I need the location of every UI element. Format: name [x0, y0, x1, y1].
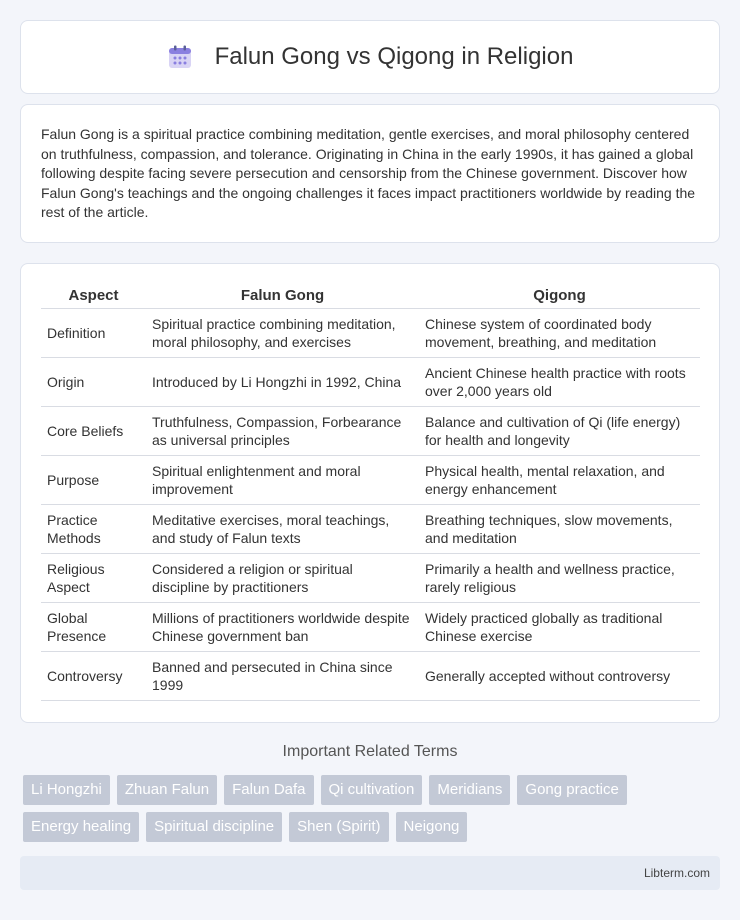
- falun-gong-cell: Considered a religion or spiritual discipline by practitioners: [146, 553, 419, 602]
- column-header-qigong: Qigong: [419, 284, 700, 308]
- term-tag[interactable]: Shen (Spirit): [289, 812, 388, 842]
- falun-gong-cell: Meditative exercises, moral teachings, and study of Falun texts: [146, 504, 419, 553]
- table-row: [41, 455, 700, 504]
- page-title: Falun Gong vs Qigong in Religion: [214, 43, 574, 70]
- qigong-cell: Widely practiced globally as traditional Chinese exercise: [419, 602, 700, 651]
- table-header-row: [41, 284, 700, 308]
- aspect-cell: Purpose: [41, 455, 146, 504]
- qigong-cell: Primarily a health and wellness practice, rarely religious: [419, 553, 700, 602]
- comparison-card: [20, 263, 720, 723]
- calendar-icon: [167, 44, 193, 70]
- aspect-cell: Practice Methods: [41, 504, 146, 553]
- qigong-cell: Breathing techniques, slow movements, and meditation: [419, 504, 700, 553]
- related-terms-title: Important Related Terms: [282, 743, 458, 760]
- term-tag[interactable]: Energy healing: [23, 812, 139, 842]
- column-header-aspect: Aspect: [41, 284, 146, 308]
- term-tag[interactable]: Li Hongzhi: [23, 775, 110, 805]
- intro-text: Falun Gong is a spiritual practice combining meditation, gentle exercises, and moral philosophy centered on truthfulness, compassion, and tolerance. Originating in China in the early 1990s, it has gained a global following despite facing severe persecution and censorship from the Chinese government. Discover how Falun Gong's teachings and the ongoing challenges it faces impact practitioners worldwide by reading the rest of the article.: [41, 126, 696, 221]
- aspect-cell: Religious Aspect: [41, 553, 146, 602]
- qigong-cell: Physical health, mental relaxation, and energy enhancement: [419, 455, 700, 504]
- table-row: [41, 357, 700, 406]
- aspect-cell: Origin: [41, 357, 146, 406]
- term-tag[interactable]: Zhuan Falun: [117, 775, 217, 805]
- footer: [20, 856, 720, 890]
- qigong-cell: Ancient Chinese health practice with roots over 2,000 years old: [419, 357, 700, 406]
- comparison-table: [41, 284, 700, 701]
- table-row: [41, 308, 700, 357]
- term-tag[interactable]: Meridians: [429, 775, 510, 805]
- header-card: [20, 20, 720, 94]
- term-tag[interactable]: Spiritual discipline: [146, 812, 282, 842]
- aspect-cell: Definition: [41, 308, 146, 357]
- table-row: [41, 406, 700, 455]
- related-terms-list: [23, 775, 723, 842]
- falun-gong-cell: Spiritual enlightenment and moral improvement: [146, 455, 419, 504]
- term-tag[interactable]: Neigong: [396, 812, 468, 842]
- term-tag[interactable]: Gong practice: [517, 775, 626, 805]
- footer-site-link[interactable]: Libterm.com: [643, 866, 710, 880]
- qigong-cell: Generally accepted without controversy: [419, 651, 700, 700]
- aspect-cell: Controversy: [41, 651, 146, 700]
- qigong-cell: Balance and cultivation of Qi (life energy) for health and longevity: [419, 406, 700, 455]
- aspect-cell: Core Beliefs: [41, 406, 146, 455]
- table-row: [41, 651, 700, 700]
- table-row: [41, 553, 700, 602]
- aspect-cell: Global Presence: [41, 602, 146, 651]
- qigong-cell: Chinese system of coordinated body movement, breathing, and meditation: [419, 308, 700, 357]
- falun-gong-cell: Truthfulness, Compassion, Forbearance as universal principles: [146, 406, 419, 455]
- term-tag[interactable]: Falun Dafa: [224, 775, 313, 805]
- falun-gong-cell: Spiritual practice combining meditation, moral philosophy, and exercises: [146, 308, 419, 357]
- term-tag[interactable]: Qi cultivation: [321, 775, 423, 805]
- falun-gong-cell: Millions of practitioners worldwide despite Chinese government ban: [146, 602, 419, 651]
- table-row: [41, 602, 700, 651]
- table-row: [41, 504, 700, 553]
- falun-gong-cell: Banned and persecuted in China since 1999: [146, 651, 419, 700]
- falun-gong-cell: Introduced by Li Hongzhi in 1992, China: [146, 357, 419, 406]
- intro-card: [20, 104, 720, 243]
- column-header-falun-gong: Falun Gong: [146, 284, 419, 308]
